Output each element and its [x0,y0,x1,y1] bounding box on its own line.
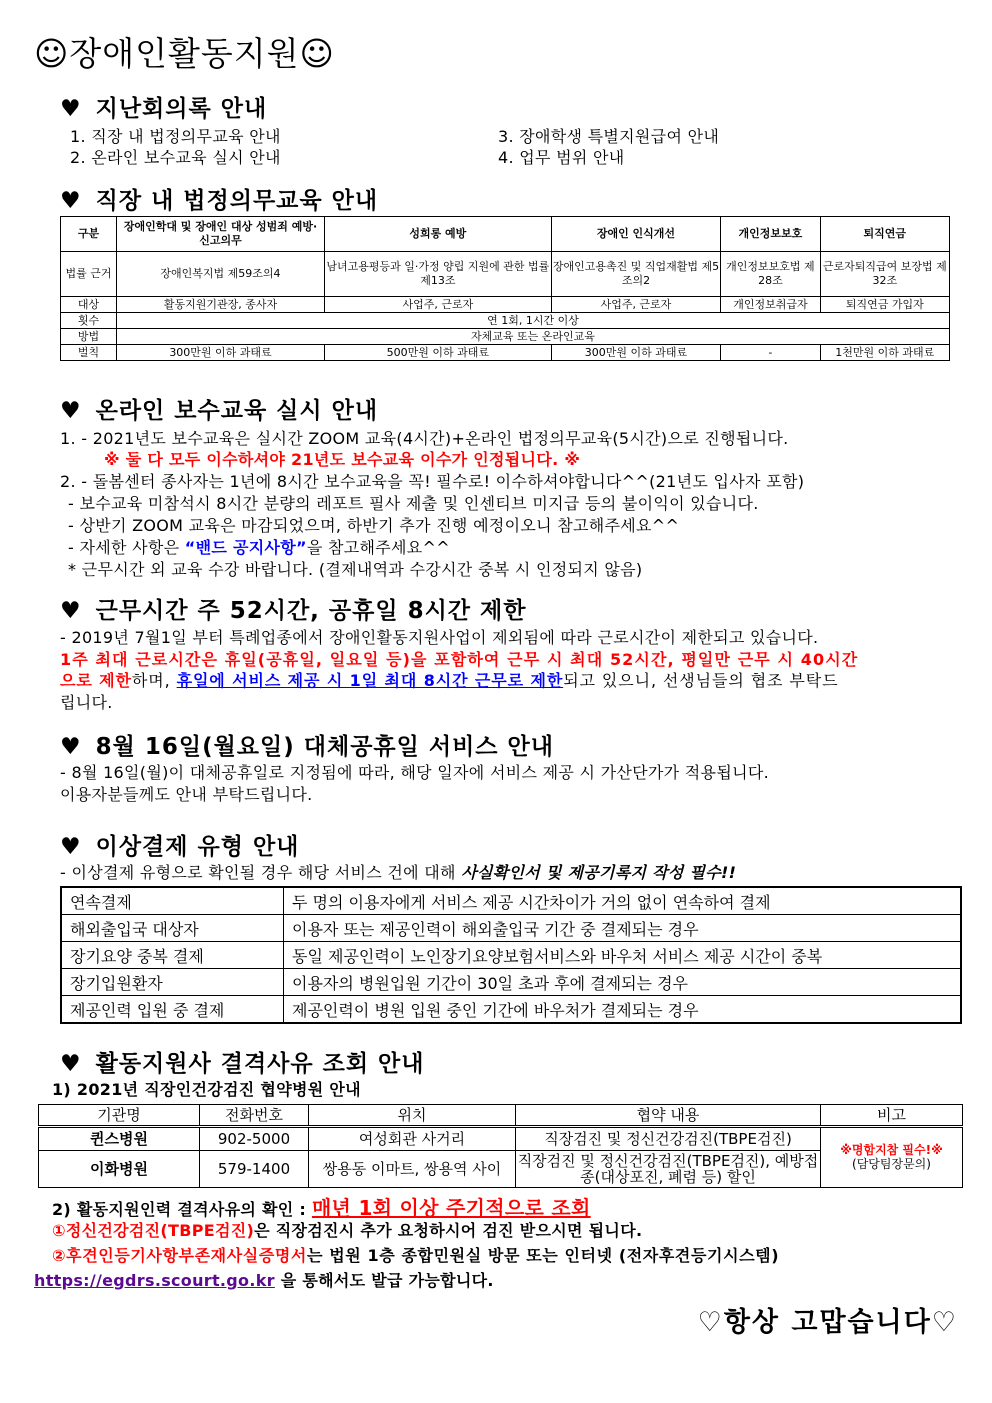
online-line: - 상반기 ZOOM 교육은 마감되었으며, 하반기 추가 진행 예정이오니 참고해주세요^^ [68,516,680,535]
edu-table [60,216,950,361]
edu-cell: 300만원 이하 과태료 [551,345,721,361]
checkup-sub1: 1) 2021년 직장인건강검진 협약병원 안내 [52,1080,361,1099]
hours-line: 립니다. [60,693,113,712]
minutes-item: 4. 업무 범위 안내 [498,148,625,167]
holiday-line: 이용자분들께도 안내 부탁드립니다. [60,785,313,804]
hospital-note: ※명함지참 필수!※ [840,1143,943,1158]
edu-row-label: 벌칙 [61,345,117,361]
online-line: - 자세한 사항은 “밴드 공지사항”을 참고해주세요^^ [68,538,450,557]
heart-icon: ♥ [60,398,82,424]
minutes-item: 1. 직장 내 법정의무교육 안내 [70,127,281,146]
hospital-note-sub: (담당팀장문의) [852,1156,931,1171]
hours-line: 으로 제한하며, 휴일에 서비스 제공 시 1일 최대 8시간 근무로 제한되고 있으니, 선생님들의 협조 부탁드 [60,671,839,690]
edu-cell: - [721,345,820,361]
online-line: * 근무시간 외 교육 수강 바랍니다. (결제내역과 수강시간 중복 시 인정되지 않음) [68,560,643,579]
abnormal-desc: 두 명의 이용자에게 서비스 제공 시간차이가 거의 없이 연속하여 결제 [284,887,962,915]
edu-cell: 연 1회, 1시간 이상 [117,313,950,329]
abnormal-desc: 동일 제공인력이 노인장기요양보험서비스와 바우처 서비스 제공 시간이 중복 [284,942,962,969]
hospital-location: 쌍용동 이마트, 쌍용역 사이 [309,1151,516,1188]
online-line: 2. - 돌봄센터 종사자는 1년에 8시간 보수교육을 꼭! 필수로! 이수하셔야합니다^^(21년도 입사자 포함) [60,472,805,491]
heart-icon: ♥ [60,834,82,860]
edu-cell: 사업주, 근로자 [325,297,552,313]
holiday-heading: ♥ 8월 16일(월요일) 대체공휴일 서비스 안내 [60,734,554,760]
hospital-phone: 902-5000 [200,1127,309,1151]
hospital-note-cell [821,1127,963,1188]
abnormal-type: 장기요양 중복 결제 [61,942,284,969]
abnormal-type: 연속결제 [61,887,284,915]
checkup-sub2: 2) 활동지원인력 결격사유의 확인 : 매년 1회 이상 주기적으로 조회 [52,1196,591,1220]
edu-cell: 근로자퇴직급여 보장법 제32조 [820,252,949,297]
abnormal-desc: 제공인력이 병원 입원 중인 기간에 바우처가 결제되는 경우 [284,996,962,1024]
heart-icon: ♥ [60,188,82,214]
edu-row-label: 대상 [61,297,117,313]
minutes-item: 2. 온라인 보수교육 실시 안내 [70,148,281,167]
abnormal-desc: 이용자 또는 제공인력이 해외출입국 기간 중 결제되는 경우 [284,915,962,942]
hospital-name: 퀸스병원 [39,1127,200,1151]
online-heading: ♥ 온라인 보수교육 실시 안내 [60,398,379,424]
abnormal-table [60,886,962,1024]
edu-header-cell: 퇴직연금 [820,217,949,252]
online-line: 1. - 2021년도 보수교육은 실시간 ZOOM 교육(4시간)+온라인 법정의무교육(5시간)으로 진행됩니다. [60,429,789,448]
edu-cell: 장애인고용촉진 및 직업재활법 제5조의2 [551,252,721,297]
edu-header-cell: 구분 [61,217,117,252]
abnormal-intro: - 이상결제 유형으로 확인될 경우 해당 서비스 건에 대해 사실확인서 및 제공기록지 작성 필수!! [60,863,737,882]
edu-cell: 개인정보취급자 [721,297,820,313]
edu-cell: 퇴직연금 가입자 [820,297,949,313]
hospital-phone: 579-1400 [200,1151,309,1188]
holiday-line: - 8월 16일(월)이 대체공휴일로 지정됨에 따라, 해당 일자에 서비스 제공 시 가산단가가 적용됩니다. [60,763,769,782]
hospital-desc: 직장검진 및 정신건강검진(TBPE검진) [516,1127,821,1151]
hospital-header-cell: 비고 [821,1105,963,1127]
checkup-line: ①정신건강검진(TBPE검진)은 직장검진시 추가 요청하시어 검진 받으시면 됩니다. [52,1221,643,1240]
heart-icon: ♥ [60,598,82,624]
edu-cell: 자체교육 또는 온라인교육 [117,329,950,345]
edu-row-label: 법률 근거 [61,252,117,297]
heart-icon: ♥ [60,1051,82,1077]
hospital-header-cell: 협약 내용 [516,1105,821,1127]
edu-cell: 300만원 이하 과태료 [117,345,325,361]
edu-cell: 개인정보보호법 제28조 [721,252,820,297]
hospital-table [38,1104,963,1188]
edu-cell: 활동지원기관장, 종사자 [117,297,325,313]
abnormal-type: 제공인력 입원 중 결제 [61,996,284,1024]
hospital-desc: 직장검진 및 정신건강검진(TBPE검진), 예방접종(대상포진, 폐렴 등) 할인 [516,1151,821,1188]
edu-header-cell: 성희롱 예방 [325,217,552,252]
abnormal-type: 해외출입국 대상자 [61,915,284,942]
minutes-heading: ♥ 지난회의록 안내 [60,96,268,122]
edu-row-label: 방법 [61,329,117,345]
edu-cell: 사업주, 근로자 [551,297,721,313]
checkup-heading: ♥ 활동지원사 결격사유 조회 안내 [60,1051,425,1077]
checkup-line: https://egdrs.scourt.go.kr 을 통해서도 발급 가능합니다. [34,1271,494,1290]
heart-icon: ♥ [60,96,82,122]
online-note: ※ 둘 다 모두 이수하셔야 21년도 보수교육 이수가 인정됩니다. ※ [104,450,581,469]
edu-cell: 500만원 이하 과태료 [325,345,552,361]
edu-row-label: 횟수 [61,313,117,329]
minutes-item: 3. 장애학생 특별지원급여 안내 [498,127,720,146]
checkup-line: ②후견인등기사항부존재사실증명서는 법원 1층 종합민원실 방문 또는 인터넷 (전자후견등기시스템) [52,1246,780,1265]
heart-icon: ♥ [60,734,82,760]
hospital-header-cell: 기관명 [39,1105,200,1127]
hours-line: 1주 최대 근로시간은 휴일(공휴일, 일요일 등)을 포함하여 근무 시 최대 52시간, 평일만 근무 시 40시간 [60,650,859,669]
edu-header-cell: 장애인 인식개선 [551,217,721,252]
edu-header-cell: 개인정보보호 [721,217,820,252]
hospital-name: 이화병원 [39,1151,200,1188]
edu-cell: 남녀고용평등과 일·가정 양립 지원에 관한 법률 제13조 [325,252,552,297]
egdrs-link[interactable]: https://egdrs.scourt.go.kr [34,1271,275,1290]
abnormal-desc: 이용자의 병원입원 기간이 30일 초과 후에 결제되는 경우 [284,969,962,996]
abnormal-heading: ♥ 이상결제 유형 안내 [60,834,300,860]
edu-cell: 1천만원 이하 과태료 [820,345,949,361]
hospital-header-cell: 위치 [309,1105,516,1127]
edu-header-cell: 장애인학대 및 장애인 대상 성범죄 예방· 신고의무 [117,217,325,252]
page-title: ☺장애인활동지원☺ [34,34,335,73]
hours-heading: ♥ 근무시간 주 52시간, 공휴일 8시간 제한 [60,598,527,624]
closing-message: ♡항상 고맙습니다♡ [697,1307,958,1338]
hours-line: - 2019년 7월1일 부터 특례업종에서 장애인활동지원사업이 제외됨에 따라 근로시간이 제한되고 있습니다. [60,628,819,647]
hospital-location: 여성회관 사거리 [309,1127,516,1151]
abnormal-type: 장기입원환자 [61,969,284,996]
edu-heading: ♥ 직장 내 법정의무교육 안내 [60,188,379,214]
hospital-header-cell: 전화번호 [200,1105,309,1127]
edu-cell: 장애인복지법 제59조의4 [117,252,325,297]
online-line: - 보수교육 미참석시 8시간 분량의 레포트 필사 제출 및 인센티브 미지급 등의 불이익이 있습니다. [68,494,759,513]
